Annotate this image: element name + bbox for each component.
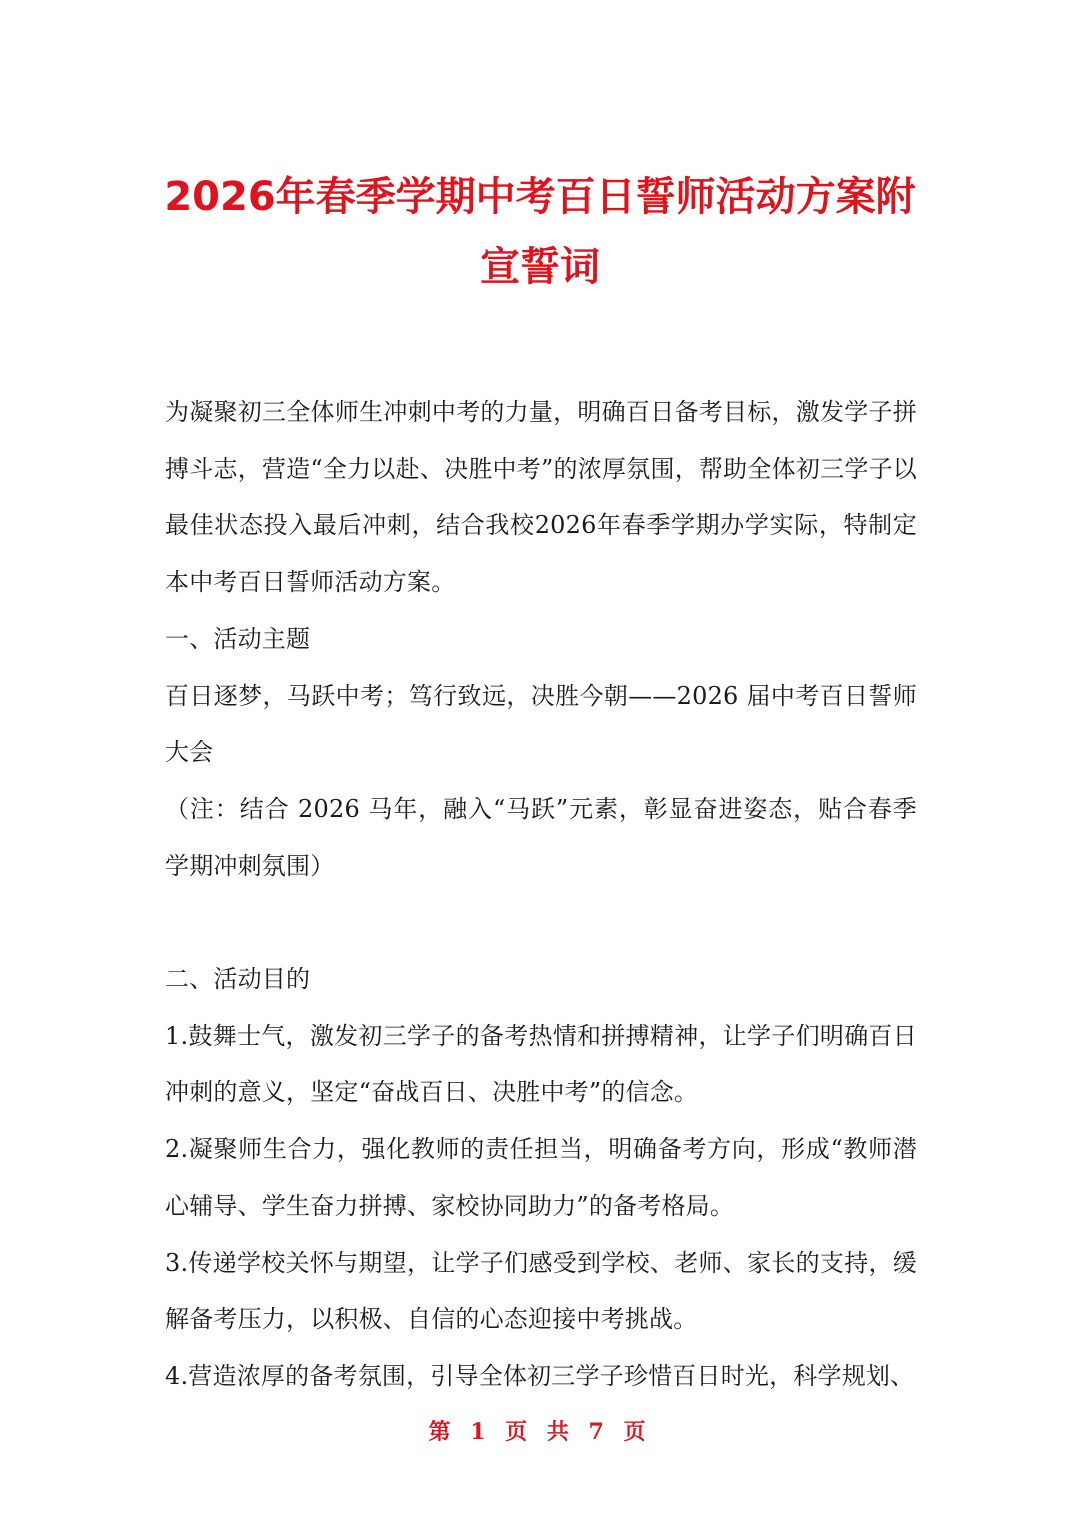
- goal-item-4: 4.营造浓厚的备考氛围，引导全体初三学子珍惜百日时光，科学规划、: [165, 1361, 915, 1390]
- document-body: [165, 384, 917, 1405]
- document-title-line-2: 宣誓词: [480, 244, 600, 290]
- goal-item-1: 1.鼓舞士气，激发初三学子的备考热情和拼搏精神，让学子们明确百日冲刺的意义，坚定“奋战百日、决胜中考”的信念。: [165, 1021, 917, 1107]
- section-2-heading: 二、活动目的: [165, 965, 311, 994]
- page-number-footer: 第 1 页 共 7 页: [428, 1419, 652, 1445]
- section-1-note: （注：结合 2026 马年，融入“马跃”元素，彰显奋进姿态，贴合春季学期冲刺氛围）: [165, 794, 917, 880]
- goal-item-2: 2.凝聚师生合力，强化教师的责任担当，明确备考方向，形成“教师潜心辅导、学生奋力拼搏、家校协同助力”的备考格局。: [165, 1135, 917, 1220]
- section-1-heading: 一、活动主题: [165, 624, 311, 653]
- document-title: [150, 162, 930, 302]
- blank-line: [165, 894, 917, 951]
- goal-item-3: 3.传递学校关怀与期望，让学子们感受到学校、老师、家长的支持，缓解备考压力，以积极、自信的心态迎接中考挑战。: [165, 1248, 917, 1334]
- intro-paragraph: 为凝聚初三全体师生冲刺中考的力量，明确百日备考目标，激发学子拼搏斗志，营造“全力以赴、决胜中考”的浓厚氛围，帮助全体初三学子以最佳状态投入最后冲刺，结合我校2026年春季学期办学实际，特制定本中考百日誓师活动方案。: [165, 398, 917, 597]
- document-title-line-1: 2026年春季学期中考百日誓师活动方案附: [164, 174, 916, 220]
- section-1-theme: 百日逐梦，马跃中考；笃行致远，决胜今朝——2026 届中考百日誓师大会: [165, 681, 917, 767]
